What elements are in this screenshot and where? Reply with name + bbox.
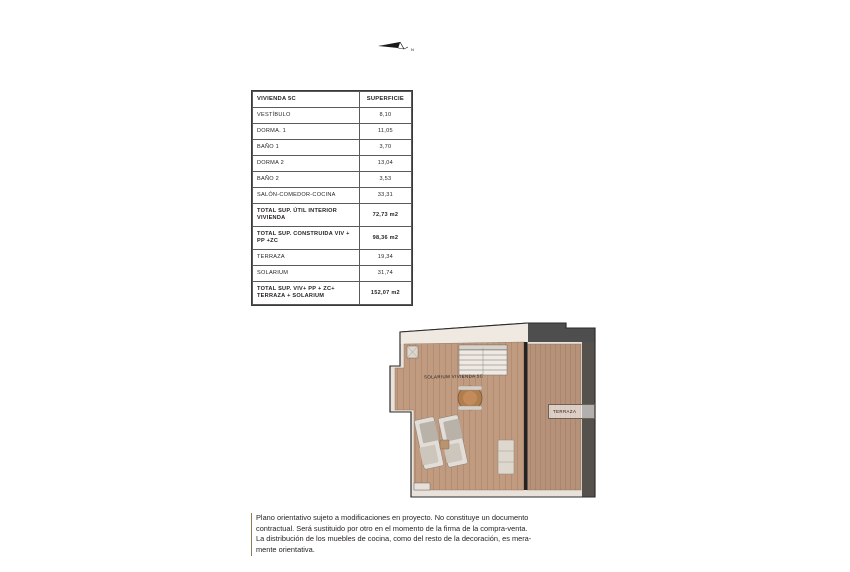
compass-rose — [374, 36, 422, 60]
disclaimer-line-2: contractual. Será sustituido por otro en el momento de la firma de la compra-venta. — [256, 523, 528, 533]
row-label: SOLARIUM — [253, 266, 360, 282]
floor-plan — [386, 320, 599, 504]
outdoor-round-table — [458, 386, 482, 410]
right-wall-strip — [582, 342, 595, 497]
areas-table — [252, 91, 412, 305]
table-row — [253, 124, 412, 140]
solarium-label: SOLARIUM VIVIENDA 5C — [423, 373, 484, 380]
table-header-dwelling: VIVIENDA 5C — [253, 92, 360, 108]
divider-wall — [524, 342, 528, 490]
row-value: 3,53 — [359, 172, 411, 188]
table-row — [253, 188, 412, 204]
disclaimer-line-4: mente orientativa. — [256, 545, 315, 555]
row-value: 72,73 m2 — [359, 204, 411, 227]
row-label: BAÑO 2 — [253, 172, 360, 188]
table-header-row — [253, 92, 412, 108]
disclaimer-line-1: Plano orientativo sujeto a modificaciones en proyecto. No constituye un documento — [256, 513, 529, 522]
table-header-surface: SUPERFICIE — [359, 92, 411, 108]
table-row — [253, 108, 412, 124]
table-row-total — [253, 204, 412, 227]
row-label: TERRAZA — [253, 250, 360, 266]
row-label: TOTAL SUP. CONSTRUIDA VIV + PP +ZC — [253, 227, 360, 250]
table-row — [253, 156, 412, 172]
disclaimer-text — [251, 513, 604, 556]
row-value: 31,74 — [359, 266, 411, 282]
row-value: 3,70 — [359, 140, 411, 156]
parapet-band — [528, 323, 595, 342]
table-row — [253, 266, 412, 282]
bench-planter — [498, 440, 514, 474]
areas-table-container — [251, 90, 413, 306]
row-label: SALÓN-COMEDOR-COCINA — [253, 188, 360, 204]
bottom-notch — [414, 483, 430, 490]
row-value: 98,36 m2 — [359, 227, 411, 250]
row-label: TOTAL SUP. VIV+ PP + ZC+ TERRAZA + SOLARIUM — [253, 282, 360, 305]
row-value: 8,10 — [359, 108, 411, 124]
row-label: DORMA 2 — [253, 156, 360, 172]
compass-north-label: N — [411, 47, 414, 52]
table-row-total — [253, 227, 412, 250]
table-row — [253, 172, 412, 188]
disclaimer-line-3: La distribución de los muebles de cocina, como del resto de la decoración, es mera- — [256, 534, 532, 544]
staircase — [459, 345, 507, 376]
row-label: BAÑO 1 — [253, 140, 360, 156]
row-label: DORMA. 1 — [253, 124, 360, 140]
compass-needle-icon — [374, 36, 422, 60]
table-row-total — [253, 282, 412, 305]
row-value: 19,34 — [359, 250, 411, 266]
row-value: 33,31 — [359, 188, 411, 204]
row-value: 13,04 — [359, 156, 411, 172]
row-label: VESTÍBULO — [253, 108, 360, 124]
table-row — [253, 140, 412, 156]
row-value: 11,05 — [359, 124, 411, 140]
terraza-label: TERRAZA — [553, 409, 577, 414]
table-row — [253, 250, 412, 266]
upper-wall — [400, 323, 528, 344]
side-table — [440, 440, 449, 449]
row-value: 152,07 m2 — [359, 282, 411, 305]
row-label: TOTAL SUP. ÚTIL INTERIOR VIVIENDA — [253, 204, 360, 227]
